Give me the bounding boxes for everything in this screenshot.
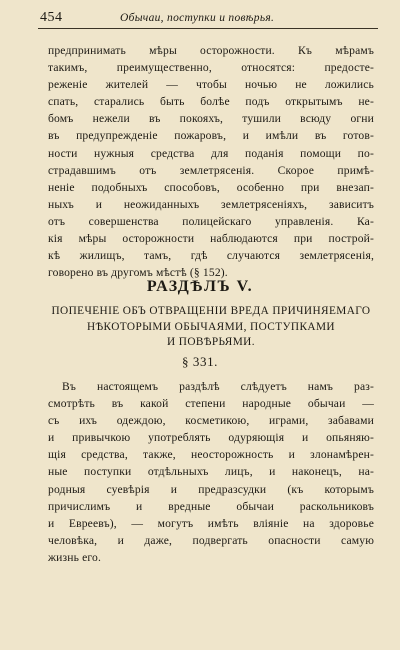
text-line: и Евреевъ), — могутъ имѣть вліяніе на здоровье xyxy=(48,516,374,530)
text-line: причислимъ и вредные обычаи раскольниковъ xyxy=(48,499,374,513)
text-line: ности нужныя средства для поданія помощи по- xyxy=(48,146,374,160)
text-line: ныхъ и неожиданныхъ землетрясеніяхъ, зависитъ xyxy=(48,197,374,211)
page-number: 454 xyxy=(40,10,63,25)
text-line: отъ совершенства полицейскаго управленія. Ка- xyxy=(48,214,374,228)
text-line: Въ настоящемъ раздѣлѣ слѣдуетъ намъ раз- xyxy=(62,380,374,393)
section-number: § 331. xyxy=(181,354,219,369)
text-line: въ предупрежденіе пожаровъ, и имѣли въ готов- xyxy=(48,129,374,143)
text-line: реженіе жителей — чтобы ночью не ложились xyxy=(48,78,374,92)
header-rule xyxy=(38,28,378,29)
text-line: неніе подобныхъ способовъ, особенно при внезап- xyxy=(48,180,374,194)
running-head: Обычаи, поступки и повѣрья. xyxy=(120,12,275,24)
text-line: и привычкою употреблять одуряющія и опьяняю- xyxy=(48,431,374,445)
subtitle-line: НѢКОТОРЫМИ ОБЫЧАЯМИ, ПОСТУПКАМИ xyxy=(87,320,335,333)
text-line: щія средства, также, неосторожность и злонамѣрен- xyxy=(48,448,374,462)
text-line: кія мѣры осторожности наблюдаются при построй- xyxy=(48,232,374,246)
text-line: человѣка, и даже, подвергать опасности самую xyxy=(48,533,374,547)
text-line: спать, старались быть болѣе подъ открытымъ не- xyxy=(48,95,374,109)
paragraph-1 xyxy=(48,42,374,281)
text-line: жизнь его. xyxy=(48,550,101,564)
text-line: кѣ жилищъ, тамъ, гдѣ случаются землетрясенія, xyxy=(48,249,374,263)
text-line: бомъ нежели въ покояхъ, тушили всюду огни xyxy=(48,112,374,126)
page-header xyxy=(0,10,400,30)
text-line: предпринимать мѣры осторожности. Къ мѣрамъ xyxy=(48,44,374,57)
subtitle-line: И ПОВѢРЬЯМИ. xyxy=(167,336,255,348)
text-line: родныя суевѣрія и предразсудки (къ которымъ xyxy=(48,482,374,496)
text-line: съ ихъ одеждою, косметикою, играми, забавами xyxy=(48,414,374,428)
chapter-subtitle xyxy=(48,304,374,351)
text-line: говорено въ другомъ мѣстѣ (§ 152). xyxy=(48,266,228,280)
text-line: смотрѣть въ какой степени народные обычаи — xyxy=(48,397,374,411)
text-line: страдавшимъ отъ землетрясенія. Скорое примѣ- xyxy=(48,163,374,177)
text-line: ные поступки отдѣльныхъ лицъ, и наконецъ, на- xyxy=(48,465,374,479)
chapter-title: РАЗДѢЛЪ V. xyxy=(146,278,254,295)
text-line: такимъ, преимущественно, относятся: предосте- xyxy=(48,61,374,75)
subtitle-line: ПОПЕЧЕНІЕ ОБЪ ОТВРАЩЕНІИ ВРЕДА ПРИЧИНЯЕМАГО xyxy=(51,305,371,317)
paragraph-2 xyxy=(48,378,374,566)
